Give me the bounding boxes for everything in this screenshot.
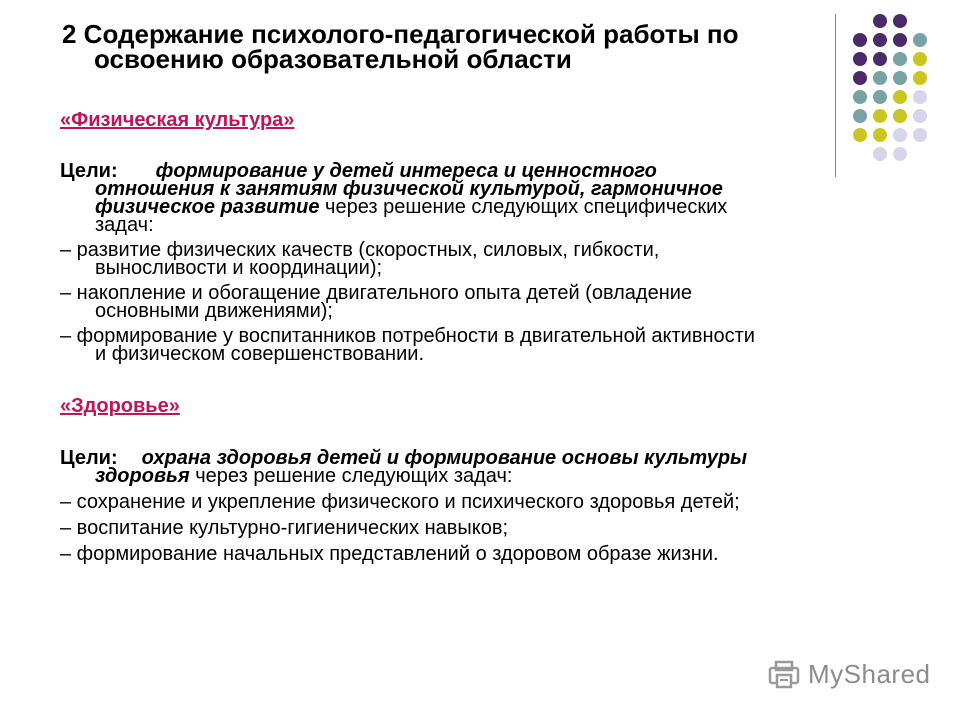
list-item: – воспитание культурно-гигиенических навыков;: [60, 517, 509, 539]
list-item: [60, 284, 920, 320]
goals-text: формирование у детей интереса и ценностного: [155, 160, 657, 182]
goals-label: Цели:: [60, 160, 118, 182]
dot: [913, 90, 927, 104]
watermark-text: MyShared: [808, 658, 931, 689]
dot: [893, 52, 907, 66]
dot: [913, 33, 927, 47]
list-item: [60, 241, 920, 277]
dot: [853, 33, 867, 47]
goals-text: здоровья: [95, 465, 190, 487]
goals-label: Цели:: [60, 447, 118, 469]
list-item: – сохранение и укрепление физического и психического здоровья детей;: [60, 491, 740, 513]
goals-paragraph-physical: [60, 162, 920, 234]
list-item: [60, 327, 920, 363]
title-line-2: освоению образовательной области: [94, 44, 572, 74]
section-heading-physical-culture: «Физическая культура»: [60, 109, 295, 131]
watermark: [768, 658, 931, 690]
goals-text: задач:: [95, 214, 154, 236]
dot: [873, 33, 887, 47]
list-item: – формирование начальных представлений о здоровом образе жизни.: [60, 543, 719, 565]
dot: [853, 52, 867, 66]
list-item-text: выносливости и координации);: [95, 257, 383, 279]
dot: [893, 90, 907, 104]
dot: [873, 14, 887, 28]
dot: [873, 90, 887, 104]
slide-content: [60, 110, 920, 563]
dot: [893, 14, 907, 28]
list-item-text: основными движениями);: [95, 300, 333, 322]
title-line-1: 2 Содержание психолого-педагогической работы по: [62, 19, 739, 49]
myshared-logo-icon: [768, 659, 802, 689]
dot: [913, 52, 927, 66]
goals-text: охрана здоровья детей и формирование основы культуры: [141, 447, 748, 469]
dot: [873, 71, 887, 85]
goals-text: отношения к занятиям физической культурой, гармоничное: [95, 178, 723, 200]
list-item-text: – накопление и обогащение двигательного опыта детей (овладение: [60, 282, 693, 304]
dot: [913, 71, 927, 85]
list-item-text: и физическом совершенствовании.: [95, 343, 425, 365]
dot: [873, 52, 887, 66]
goals-paragraph-health: [60, 449, 920, 485]
list-item-text: – формирование у воспитанников потребности в двигательной активности: [60, 325, 755, 347]
list-item-text: – развитие физических качеств (скоростных, силовых, гибкости,: [60, 239, 660, 261]
section-heading-health: «Здоровье»: [60, 395, 180, 417]
dot: [853, 90, 867, 104]
dot: [893, 71, 907, 85]
goals-text: через решение следующих специфических: [319, 196, 728, 218]
dot: [893, 33, 907, 47]
dot: [853, 71, 867, 85]
slide-title: [62, 19, 837, 74]
goals-text: физическое развитие: [95, 196, 320, 218]
goals-text: через решение следующих задач:: [189, 465, 513, 487]
